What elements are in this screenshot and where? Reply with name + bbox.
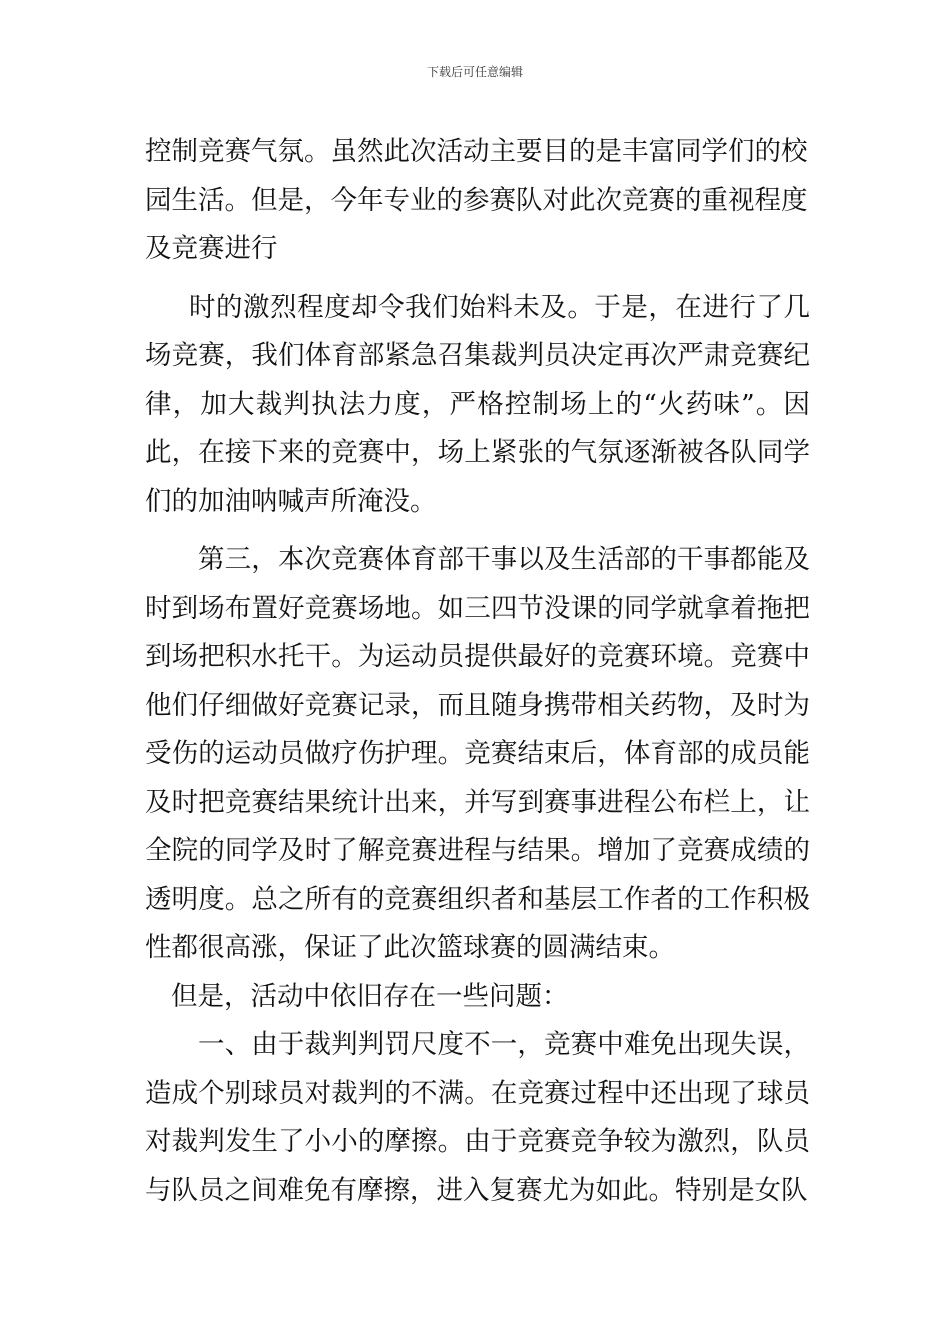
paragraph-3: 第三，本次竞赛体育部干事以及生活部的干事都能及时到场布置好竞赛场地。如三四节没课的同学就拿着拖把到场把积水托干。为运动员提供最好的竞赛环境。竞赛中他们仔细做好竞赛记录，而且随身携带相关药物，及时为受伤的运动员做疗伤护理。竞赛结束后，体育部的成员能及时把竞赛结果统计出来，并写到赛事进程公布栏上，让全院的同学及时了解竞赛进程与结果。增加了竞赛成绩的透明度。总之所有的竞赛组织者和基层工作者的工作积极性都很高涨，保证了此次篮球赛的圆满结束。: [145, 544, 810, 963]
document-body: [145, 128, 810, 1215]
paragraph-4: 但是，活动中依旧存在一些问题：: [171, 980, 569, 1012]
paragraph-1: 控制竞赛气氛。虽然此次活动主要目的是丰富同学们的校园生活。但是，今年专业的参赛队对此次竞赛的重视程度及竞赛进行: [145, 136, 808, 264]
paragraph-2: 时的激烈程度却令我们始料未及。于是，在进行了几场竞赛，我们体育部紧急召集裁判员决定再次严肃竞赛纪律，加大裁判执法力度，严格控制场上的“火药味”。因此，在接下来的竞赛中，场上紧张的气氛逐渐被各队同学们的加油呐喊声所淹没。: [145, 291, 810, 517]
paragraph-gap: [145, 526, 810, 536]
paragraph-5: 一、由于裁判判罚尺度不一，竞赛中难免出现失误，造成个别球员对裁判的不满。在竞赛过程中还出现了球员对裁判发生了小小的摩擦。由于竞赛竞争较为激烈，队员与队员之间难免有摩擦，进入复赛尤为如此。特别是女队: [145, 1029, 810, 1206]
page-header-note: 下载后可任意编辑: [426, 65, 523, 79]
paragraph-gap: [145, 274, 810, 284]
